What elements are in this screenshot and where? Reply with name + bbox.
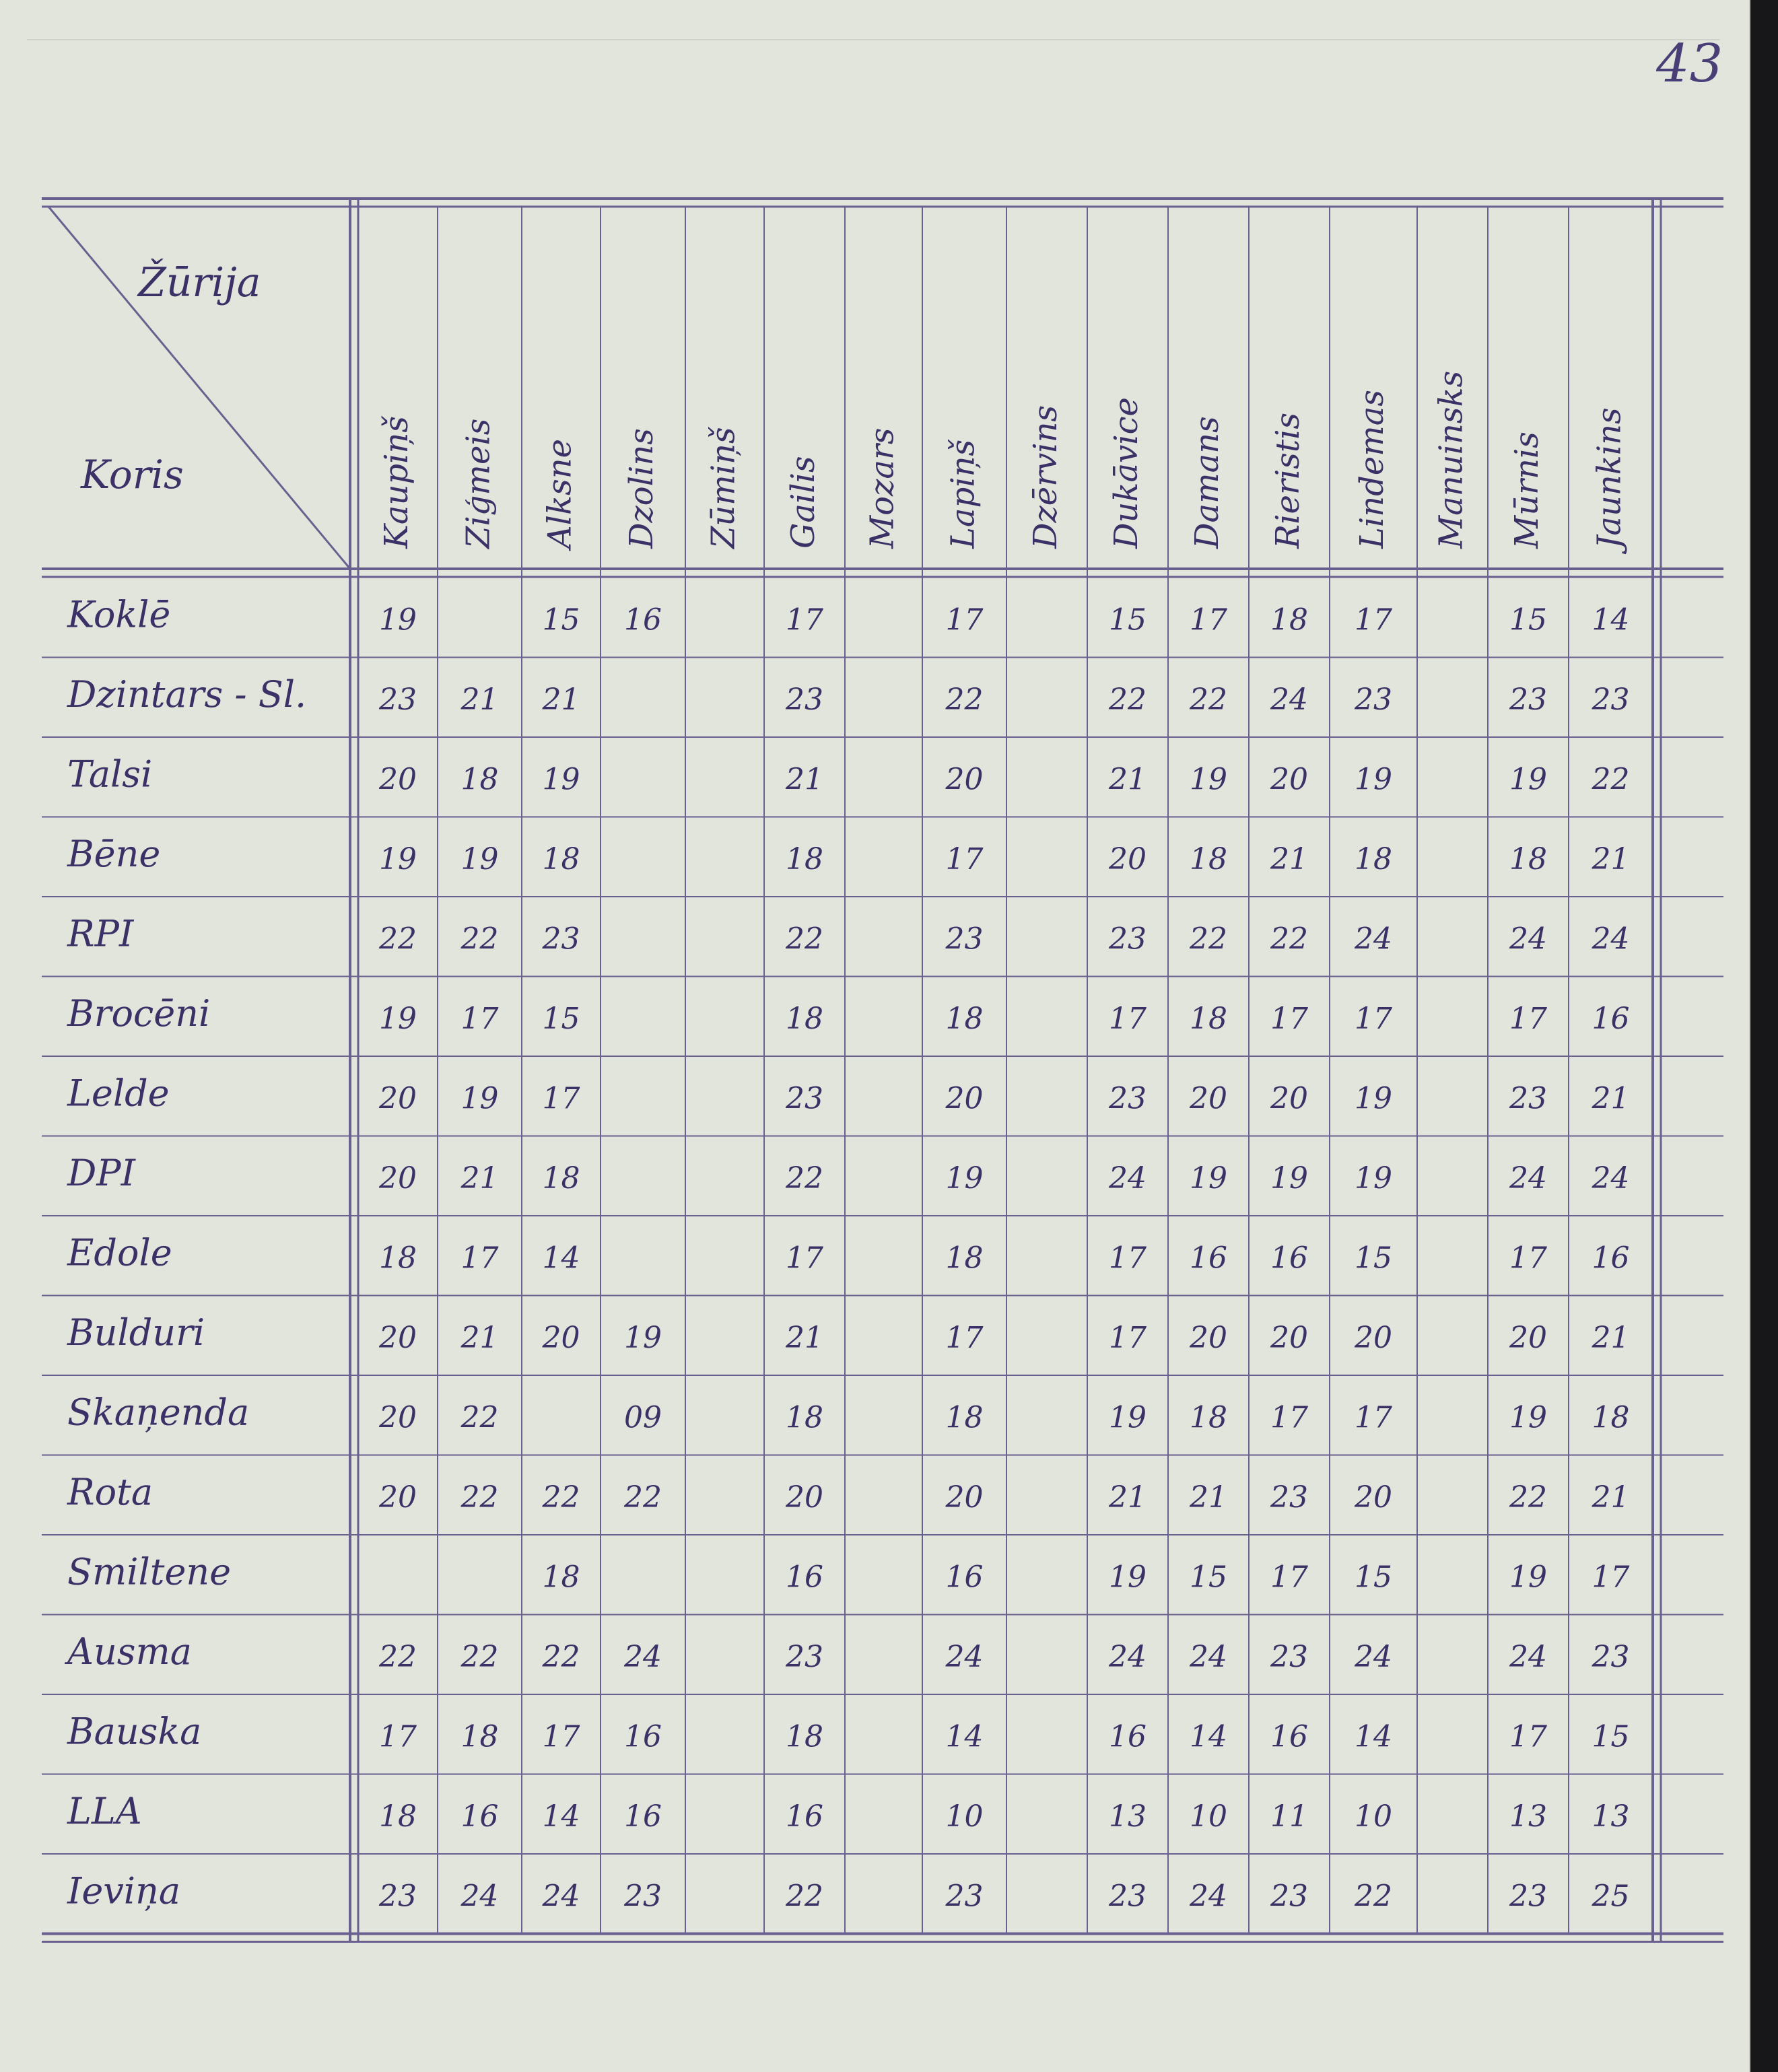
score-cell: 20	[1190, 1320, 1227, 1355]
score-cell: 24	[1190, 1879, 1227, 1914]
score-cell: 22	[460, 1400, 499, 1435]
score-cell: 19	[379, 1001, 417, 1036]
score-cell: 17	[945, 841, 984, 876]
score-cell: 22	[379, 1639, 417, 1674]
score-cell: 24	[1355, 1639, 1392, 1674]
score-cell: 23	[1109, 1879, 1147, 1914]
score-cell: 17	[786, 1241, 823, 1276]
score-cell: 19	[945, 1161, 984, 1196]
score-cell: 16	[1592, 1001, 1630, 1036]
choir-name: DPI	[67, 1151, 135, 1194]
score-cell: 20	[945, 762, 984, 797]
score-cell: 19	[542, 762, 580, 797]
score-cell: 21	[1109, 1480, 1147, 1515]
score-cell: 13	[1109, 1799, 1147, 1834]
score-cell: 21	[1592, 841, 1630, 876]
score-cell: 15	[542, 1001, 580, 1036]
score-cell: 18	[379, 1241, 417, 1276]
score-cell: 17	[460, 1241, 499, 1276]
choir-name: RPI	[67, 912, 134, 955]
score-cell: 18	[786, 1719, 823, 1754]
score-cell: 17	[1592, 1560, 1630, 1595]
score-cell: 23	[1355, 682, 1392, 717]
score-cell: 16	[786, 1560, 823, 1595]
score-cell: 23	[786, 682, 823, 717]
judge-header: Damans	[1188, 416, 1226, 549]
choir-name: Lelde	[67, 1072, 170, 1115]
score-cell: 15	[1592, 1719, 1630, 1754]
choir-name: Bauska	[67, 1710, 202, 1753]
score-cell: 17	[460, 1001, 499, 1036]
score-cell: 14	[1592, 602, 1630, 637]
score-cell: 24	[945, 1639, 984, 1674]
score-cell: 17	[1109, 1001, 1147, 1036]
score-cell: 17	[1355, 1001, 1392, 1036]
score-cell: 19	[1509, 762, 1547, 797]
score-cell: 21	[1592, 1081, 1630, 1116]
score-cell: 22	[1355, 1879, 1392, 1914]
score-cell: 23	[379, 682, 417, 717]
score-cell: 16	[624, 602, 662, 637]
score-cell: 19	[379, 602, 417, 637]
score-cell: 20	[1270, 1320, 1308, 1355]
choir-column	[64, 593, 306, 1912]
score-cell: 22	[542, 1639, 580, 1674]
score-cell: 14	[1355, 1719, 1392, 1754]
score-cell: 24	[1509, 1161, 1547, 1196]
judge-header: Dzolins	[623, 428, 660, 549]
score-cell: 17	[1190, 602, 1227, 637]
score-cell: 16	[945, 1560, 984, 1595]
score-cell: 18	[1355, 841, 1392, 876]
score-cell: 16	[1190, 1241, 1227, 1276]
score-cell: 23	[542, 922, 580, 957]
score-cell: 20	[379, 1320, 417, 1355]
score-cell: 23	[1109, 1081, 1147, 1116]
score-cell: 18	[786, 1400, 823, 1435]
score-cell: 22	[1109, 682, 1147, 717]
judge-header: Lindemas	[1353, 389, 1391, 549]
score-cell: 22	[460, 1480, 499, 1515]
score-cell: 18	[379, 1799, 417, 1834]
score-cell: 16	[624, 1799, 662, 1834]
judge-header: Manuinsks	[1432, 370, 1470, 549]
score-cell: 19	[379, 841, 417, 876]
score-cell: 18	[786, 1001, 823, 1036]
score-cell: 17	[1109, 1241, 1147, 1276]
score-cell: 24	[542, 1879, 580, 1914]
score-cell: 16	[1109, 1719, 1147, 1754]
score-cell: 23	[786, 1639, 823, 1674]
judge-header: Rieristis	[1269, 412, 1307, 549]
score-cell: 18	[542, 841, 580, 876]
score-cell: 15	[542, 602, 580, 637]
score-cell: 20	[379, 762, 417, 797]
judge-header-row	[378, 371, 1629, 555]
score-cell: 14	[542, 1799, 580, 1834]
score-cell: 19	[1109, 1560, 1147, 1595]
score-cell: 20	[379, 1161, 417, 1196]
score-cell: 17	[1509, 1241, 1547, 1276]
score-cell: 23	[1109, 922, 1147, 957]
score-cell: 18	[1190, 841, 1227, 876]
page-number: 43	[1656, 34, 1723, 94]
choir-name: Brocēni	[67, 992, 211, 1035]
judge-header: Kaupiņš	[378, 415, 415, 549]
score-cell: 16	[1592, 1241, 1630, 1276]
score-cell: 20	[1270, 762, 1308, 797]
score-cell: 20	[1355, 1320, 1392, 1355]
score-cell: 23	[1592, 682, 1630, 717]
choir-name: Bulduri	[67, 1311, 205, 1354]
score-cell: 20	[379, 1480, 417, 1515]
judge-header: Dukāvice	[1107, 397, 1145, 549]
score-cell: 23	[624, 1879, 662, 1914]
score-cell: 16	[786, 1799, 823, 1834]
score-cell: 23	[379, 1879, 417, 1914]
score-cell: 15	[1355, 1241, 1392, 1276]
score-cell: 14	[1190, 1719, 1227, 1754]
score-cell: 19	[624, 1320, 662, 1355]
score-cell: 18	[1190, 1001, 1227, 1036]
score-cell: 21	[786, 1320, 823, 1355]
score-cell: 19	[1355, 1081, 1392, 1116]
score-cell: 10	[945, 1799, 984, 1834]
score-cell: 22	[1509, 1480, 1547, 1515]
score-cell: 18	[945, 1241, 984, 1276]
score-cell: 20	[379, 1400, 417, 1435]
score-cell: 23	[1270, 1879, 1308, 1914]
score-cell: 17	[1355, 602, 1392, 637]
score-cell: 18	[945, 1001, 984, 1036]
choir-name: Talsi	[67, 753, 153, 796]
score-cell: 24	[1190, 1639, 1227, 1674]
score-cell: 20	[1509, 1320, 1547, 1355]
score-cell: 22	[786, 1879, 823, 1914]
judge-header: Mozars	[863, 427, 901, 549]
choir-name: Ausma	[67, 1630, 192, 1673]
score-cell: 22	[786, 1161, 823, 1196]
score-cell: 15	[1355, 1560, 1392, 1595]
score-cell: 16	[624, 1719, 662, 1754]
score-cell: 24	[1592, 1161, 1630, 1196]
score-cell: 21	[460, 682, 499, 717]
score-cell: 23	[945, 1879, 984, 1914]
choir-name: Smiltene	[67, 1550, 232, 1593]
score-cell: 17	[945, 602, 984, 637]
score-cell: 22	[1190, 682, 1227, 717]
score-cell: 19	[1190, 1161, 1227, 1196]
score-cell: 19	[460, 841, 499, 876]
score-cell: 21	[1592, 1480, 1630, 1515]
judge-header: Alksne	[541, 438, 579, 549]
score-cell: 18	[1190, 1400, 1227, 1435]
judge-header: Dzērvins	[1027, 405, 1064, 549]
score-cell: 24	[1509, 922, 1547, 957]
score-cell: 22	[1592, 762, 1630, 797]
score-cell: 17	[945, 1320, 984, 1355]
score-cell: 17	[1509, 1719, 1547, 1754]
score-cell: 09	[624, 1400, 662, 1435]
judge-header: Mūrnis	[1508, 431, 1546, 549]
score-cell: 20	[945, 1480, 984, 1515]
score-cell: 23	[945, 922, 984, 957]
score-cell: 20	[542, 1320, 580, 1355]
score-cell: 23	[1270, 1639, 1308, 1674]
score-cell: 21	[460, 1320, 499, 1355]
score-cell: 24	[460, 1879, 499, 1914]
score-cell: 18	[945, 1400, 984, 1435]
choir-name: Koklē	[67, 593, 171, 636]
score-cell: 22	[1270, 922, 1308, 957]
score-cell: 15	[1190, 1560, 1227, 1595]
score-cells	[378, 602, 1630, 1913]
score-cell: 20	[786, 1480, 823, 1515]
score-cell: 18	[542, 1161, 580, 1196]
score-cell: 13	[1592, 1799, 1630, 1834]
judge-header: Zūmiņš	[704, 427, 743, 549]
score-cell: 21	[1592, 1320, 1630, 1355]
score-cell: 18	[460, 762, 499, 797]
judge-header: Ziģmeis	[459, 418, 498, 549]
score-cell: 23	[1509, 1081, 1547, 1116]
score-cell: 19	[1109, 1400, 1147, 1435]
choir-name: Skaņenda	[67, 1391, 250, 1434]
corner-label-choir: Koris	[81, 452, 184, 497]
score-cell: 21	[786, 762, 823, 797]
score-cell: 17	[1509, 1001, 1547, 1036]
score-cell: 21	[1109, 762, 1147, 797]
score-cell: 19	[1190, 762, 1227, 797]
choir-name: Ieviņa	[67, 1869, 181, 1912]
choir-name: Dzintars - Sl.	[67, 672, 307, 716]
score-cell: 16	[1270, 1241, 1308, 1276]
score-cell: 24	[1509, 1639, 1547, 1674]
score-cell: 17	[1270, 1560, 1308, 1595]
score-cell: 17	[1270, 1001, 1308, 1036]
score-cell: 24	[1270, 682, 1308, 717]
choir-name: Edole	[67, 1231, 172, 1274]
judge-header: Jaunkins	[1590, 407, 1629, 549]
score-cell: 10	[1355, 1799, 1392, 1834]
score-cell: 15	[1109, 602, 1147, 637]
score-cell: 19	[1509, 1560, 1547, 1595]
score-cell: 23	[1270, 1480, 1308, 1515]
score-cell: 18	[460, 1719, 499, 1754]
score-cell: 24	[1592, 922, 1630, 957]
score-cell: 18	[1592, 1400, 1630, 1435]
score-cell: 20	[945, 1081, 984, 1116]
score-cell: 25	[1592, 1879, 1630, 1914]
score-cell: 20	[1355, 1480, 1392, 1515]
score-cell: 18	[1509, 841, 1547, 876]
score-cell: 14	[945, 1719, 984, 1754]
choir-name: Bēne	[67, 832, 161, 875]
score-cell: 22	[1190, 922, 1227, 957]
judge-header: Gailis	[784, 456, 822, 549]
score-cell: 17	[379, 1719, 417, 1754]
score-cell: 17	[786, 602, 823, 637]
score-cell: 24	[624, 1639, 662, 1674]
corner-label-jury: Žūrija	[138, 259, 261, 306]
score-cell: 17	[542, 1719, 580, 1754]
corner-header	[80, 258, 261, 497]
score-cell: 22	[460, 1639, 499, 1674]
score-cell: 22	[786, 922, 823, 957]
score-cell: 15	[1509, 602, 1547, 637]
judge-header: Lapiņš	[944, 439, 982, 549]
score-cell: 24	[1109, 1639, 1147, 1674]
score-cell: 18	[1270, 602, 1308, 637]
score-cell: 18	[542, 1560, 580, 1595]
score-cell: 19	[1355, 762, 1392, 797]
score-cell: 19	[460, 1081, 499, 1116]
score-cell: 22	[945, 682, 984, 717]
score-cell: 11	[1270, 1799, 1308, 1834]
score-cell: 21	[1270, 841, 1308, 876]
score-cell: 17	[542, 1081, 580, 1116]
score-cell: 23	[786, 1081, 823, 1116]
score-cell: 19	[1355, 1161, 1392, 1196]
score-cell: 23	[1592, 1639, 1630, 1674]
score-cell: 10	[1190, 1799, 1227, 1834]
score-cell: 20	[1190, 1081, 1227, 1116]
score-cell: 21	[542, 682, 580, 717]
score-cell: 22	[624, 1480, 662, 1515]
score-cell: 13	[1509, 1799, 1547, 1834]
score-cell: 19	[1509, 1400, 1547, 1435]
score-cell: 21	[460, 1161, 499, 1196]
score-cell: 16	[1270, 1719, 1308, 1754]
score-cell: 22	[379, 922, 417, 957]
score-cell: 22	[460, 922, 499, 957]
score-cell: 23	[1509, 1879, 1547, 1914]
score-cell: 17	[1355, 1400, 1392, 1435]
score-cell: 23	[1509, 682, 1547, 717]
score-cell: 18	[786, 841, 823, 876]
score-cell: 20	[1109, 841, 1147, 876]
choir-name: Rota	[67, 1470, 153, 1513]
score-cell: 20	[379, 1081, 417, 1116]
choir-name: LLA	[67, 1789, 142, 1832]
score-cell: 24	[1109, 1161, 1147, 1196]
score-cell: 21	[1190, 1480, 1227, 1515]
score-cell: 20	[1270, 1081, 1308, 1116]
score-cell: 16	[460, 1799, 499, 1834]
score-cell: 19	[1270, 1161, 1308, 1196]
score-cell: 17	[1109, 1320, 1147, 1355]
score-cell: 22	[542, 1480, 580, 1515]
score-cell: 24	[1355, 922, 1392, 957]
score-cell: 14	[542, 1241, 580, 1276]
score-cell: 17	[1270, 1400, 1308, 1435]
